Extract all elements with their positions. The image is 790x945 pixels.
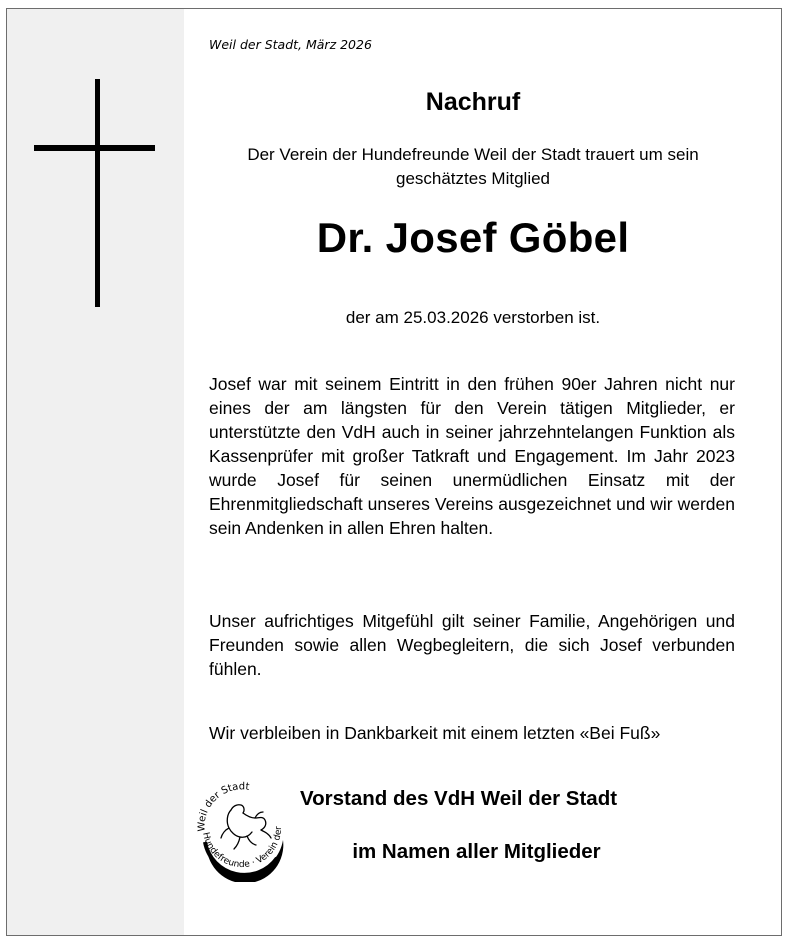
intro-text: Der Verein der Hundefreunde Weil der Stadt trauert um sein geschätztes Mitglied [247, 145, 699, 188]
cross-icon [95, 79, 100, 307]
club-logo-dog-icon [185, 770, 297, 882]
paragraph-tribute: Josef war mit seinem Eintritt in den frühen 90er Jahren nicht nur eines der am längsten für den Verein tätigen Mitglieder, er unterstützte den VdH auch in seiner jahrzehntelangen Funktion als Kassenprüfer mit großer Tatkraft und Engagement. Im Jahr 2023 wurde Josef für seinen unermüdlichen Einsatz mit der Ehrenmitgliedschaft unseres Vereins ausgezeichnet und wir werden sein Andenken in allen Ehren halten. [209, 374, 735, 538]
svg-text:Weil der Stadt: Weil der Stadt [196, 781, 251, 832]
svg-text:Hundefreunde · Verein der: Hundefreunde · Verein der [200, 826, 285, 871]
deceased-name: Dr. Josef Göbel [316, 214, 630, 261]
signature-members: im Namen aller Mitglieder [352, 840, 601, 863]
cross-icon-bar [34, 145, 155, 151]
paragraph-condolence: Unser aufrichtiges Mitgefühl gilt seiner Familie, Angehörigen und Freunden sowie allen Wegbegleitern, die sich Josef verbunden fühlen. [209, 611, 735, 679]
notice-heading: Nachruf [425, 88, 521, 116]
paragraph-farewell: Wir verbleiben in Dankbarkeit mit einem letzten «Bei Fuß» [209, 723, 661, 743]
dateline: Weil der Stadt, März 2026 [209, 37, 372, 52]
death-date-line: der am 25.03.2026 verstorben ist. [345, 308, 601, 327]
signature-board: Vorstand des VdH Weil der Stadt [300, 787, 618, 810]
